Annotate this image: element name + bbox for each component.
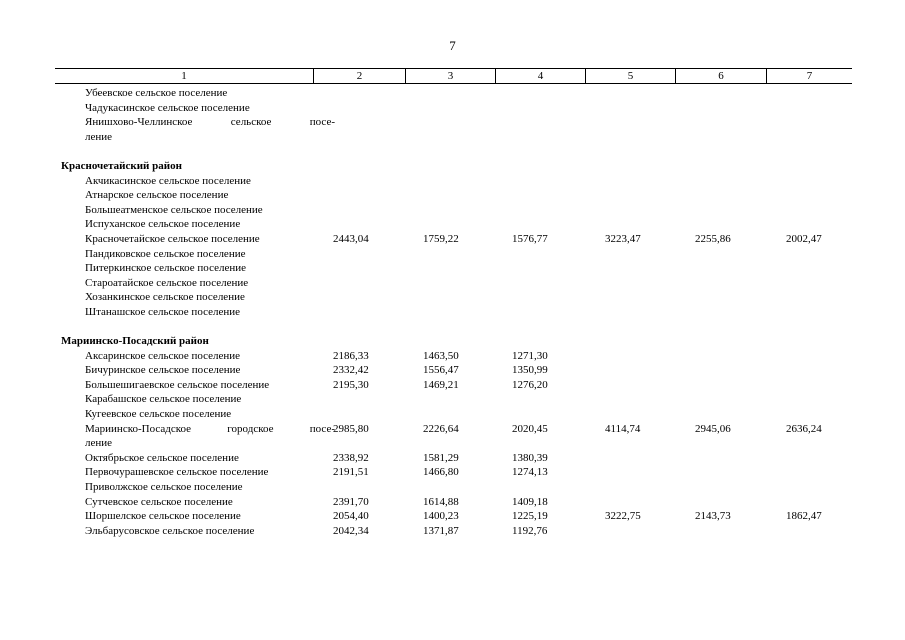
cell-v4: 1350,99 bbox=[512, 364, 548, 377]
district-row bbox=[55, 159, 852, 174]
cell-v3: 1400,23 bbox=[423, 510, 459, 523]
settlement-name: Кугеевское сельское поселение bbox=[85, 408, 232, 421]
table-row bbox=[55, 509, 852, 524]
settlement-name: Бичуринское сельское поселение bbox=[85, 364, 241, 377]
district-row bbox=[55, 334, 852, 349]
cell-v2: 2443,04 bbox=[333, 232, 369, 245]
settlement-name: Янишхово-Челлинское сельское посе- bbox=[85, 116, 335, 129]
cell-v4: 1192,76 bbox=[512, 524, 548, 537]
header-col-4: 4 bbox=[496, 69, 586, 83]
table-row bbox=[55, 451, 852, 466]
table-row bbox=[55, 480, 852, 495]
table-row bbox=[55, 261, 852, 276]
cell-v3: 1614,88 bbox=[423, 495, 459, 508]
settlement-name: Староатайское сельское поселение bbox=[85, 276, 249, 289]
cell-v5: 3223,47 bbox=[605, 232, 641, 245]
header-col-6: 6 bbox=[676, 69, 767, 83]
header-col-5: 5 bbox=[586, 69, 676, 83]
cell-v2: 2186,33 bbox=[333, 349, 369, 362]
table-row bbox=[55, 392, 852, 407]
cell-v3: 1556,47 bbox=[423, 364, 459, 377]
cell-v4: 1380,39 bbox=[512, 451, 548, 464]
cell-v3: 1463,50 bbox=[423, 349, 459, 362]
cell-v2: 2332,42 bbox=[333, 364, 369, 377]
table-row bbox=[55, 422, 852, 437]
cell-v7: 1862,47 bbox=[786, 510, 822, 523]
table-row bbox=[55, 524, 852, 539]
cell-v3: 1371,87 bbox=[423, 524, 459, 537]
cell-v2: 2338,92 bbox=[333, 451, 369, 464]
settlement-name: ление bbox=[85, 437, 113, 450]
cell-v3: 1759,22 bbox=[423, 232, 459, 245]
table-row bbox=[55, 378, 852, 393]
section-gap bbox=[55, 320, 852, 335]
district-title: Мариинско-Посадский район bbox=[61, 335, 209, 348]
table-row bbox=[55, 130, 852, 145]
table-row bbox=[55, 290, 852, 305]
table-row bbox=[55, 363, 852, 378]
cell-v4: 1225,19 bbox=[512, 510, 548, 523]
header-col-7: 7 bbox=[806, 70, 813, 82]
table-row bbox=[55, 495, 852, 510]
cell-v2: 2391,70 bbox=[333, 495, 369, 508]
cell-v4: 1276,20 bbox=[512, 378, 548, 391]
cell-v7: 2002,47 bbox=[786, 232, 822, 245]
cell-v6: 2255,86 bbox=[695, 232, 731, 245]
settlement-name: Первочурашевское сельское поселение bbox=[85, 466, 269, 479]
table-row bbox=[55, 86, 852, 101]
table-row bbox=[55, 174, 852, 189]
page-number: 7 bbox=[449, 38, 456, 53]
settlement-name: Штанашское сельское поселение bbox=[85, 305, 241, 318]
settlement-name: Чадукасинское сельское поселение bbox=[85, 101, 250, 114]
cell-v4: 2020,45 bbox=[512, 422, 548, 435]
cell-v6: 2945,06 bbox=[695, 422, 731, 435]
cell-v5: 4114,74 bbox=[605, 422, 641, 435]
settlement-name: Большешигаевское сельское поселение bbox=[85, 378, 270, 391]
settlement-name: Шоршелское сельское поселение bbox=[85, 510, 241, 523]
table-body bbox=[55, 86, 852, 538]
cell-v5: 3222,75 bbox=[605, 510, 641, 523]
section-gap bbox=[55, 144, 852, 159]
cell-v2: 2054,40 bbox=[333, 510, 369, 523]
table-row bbox=[55, 305, 852, 320]
settlement-name: Аксаринское сельское поселение bbox=[85, 349, 241, 362]
cell-v4: 1409,18 bbox=[512, 495, 548, 508]
settlement-name: Питеркинское сельское поселение bbox=[85, 262, 246, 275]
cell-v7: 2636,24 bbox=[786, 422, 822, 435]
cell-v3: 2226,64 bbox=[423, 422, 459, 435]
settlement-name: Сутчевское сельское поселение bbox=[85, 495, 233, 508]
settlement-name: Атнарское сельское поселение bbox=[85, 189, 229, 202]
settlement-name: Хозанкинское сельское поселение bbox=[85, 291, 245, 304]
settlement-name: Большеатменское сельское поселение bbox=[85, 203, 263, 216]
settlement-name: Акчикасинское сельское поселение bbox=[85, 174, 251, 187]
cell-v2: 2042,34 bbox=[333, 524, 369, 537]
settlement-name: Мариинско-Посадское городское посе- bbox=[85, 422, 335, 435]
header-col-3: 3 bbox=[406, 69, 496, 83]
cell-v2: 2191,51 bbox=[333, 466, 369, 479]
table-row bbox=[55, 407, 852, 422]
settlement-name: Испуханское сельское поселение bbox=[85, 218, 241, 231]
table-row bbox=[55, 188, 852, 203]
table-header bbox=[55, 68, 852, 84]
cell-v3: 1466,80 bbox=[423, 466, 459, 479]
table-row bbox=[55, 101, 852, 116]
header-col-2: 2 bbox=[314, 69, 406, 83]
table-row bbox=[55, 217, 852, 232]
settlement-name: Убеевское сельское поселение bbox=[85, 87, 228, 99]
cell-v4: 1576,77 bbox=[512, 232, 548, 245]
table-row bbox=[55, 232, 852, 247]
settlement-name: Пандиковское сельское поселение bbox=[85, 247, 246, 260]
cell-v4: 1271,30 bbox=[512, 349, 548, 362]
district-title: Красночетайский район bbox=[61, 159, 182, 172]
table-row bbox=[55, 436, 852, 451]
settlement-name: Октябрьское сельское поселение bbox=[85, 451, 239, 464]
header-col-1: 1 bbox=[55, 69, 314, 83]
cell-v2: 2985,80 bbox=[333, 422, 369, 435]
table-row bbox=[55, 349, 852, 364]
table-row bbox=[55, 115, 852, 130]
table-row bbox=[55, 203, 852, 218]
settlement-name: Приволжское сельское поселение bbox=[85, 481, 243, 494]
cell-v2: 2195,30 bbox=[333, 378, 369, 391]
cell-v3: 1469,21 bbox=[423, 378, 459, 391]
settlement-name: Красночетайское сельское поселение bbox=[85, 232, 260, 245]
table-row bbox=[55, 276, 852, 291]
settlement-name: Карабашское сельское поселение bbox=[85, 393, 242, 406]
table-row bbox=[55, 465, 852, 480]
table-row bbox=[55, 247, 852, 262]
cell-v6: 2143,73 bbox=[695, 510, 731, 523]
settlement-name: ление bbox=[85, 130, 113, 143]
cell-v4: 1274,13 bbox=[512, 466, 548, 479]
cell-v3: 1581,29 bbox=[423, 451, 459, 464]
settlement-name: Эльбарусовское сельское поселение bbox=[85, 524, 255, 537]
